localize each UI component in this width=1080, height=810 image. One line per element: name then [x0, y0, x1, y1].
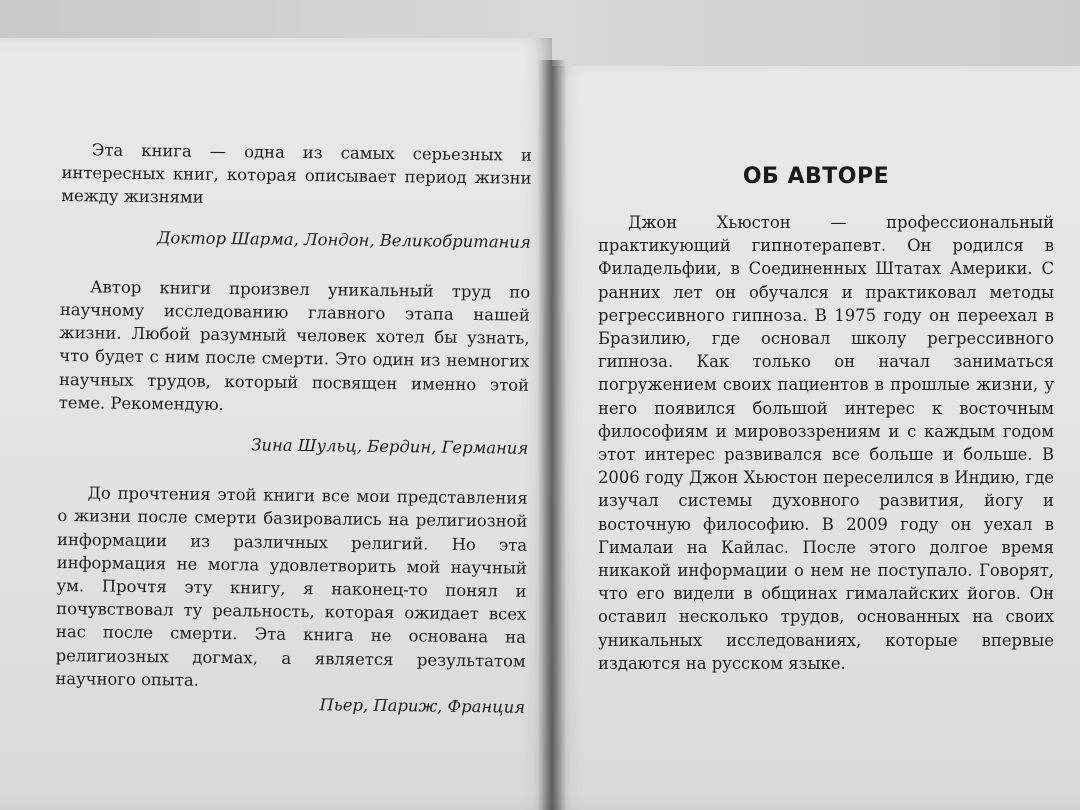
- page-title: ОБ АВТОРЕ: [742, 164, 890, 189]
- review-text-1: Эта книга — одна из самых серьезных и интересных книг, которая описывает период жизни между жизнями: [61, 140, 532, 208]
- reviews-block: [55, 138, 532, 719]
- left-page: [0, 38, 552, 810]
- review-text-3: До прочтения этой книги все мои представления о жизни после смерти базировались на религиозной информации из различных религий. Но эта информация не могла удовлетворить мой научный ум. Прочтя эту книгу, я наконец-то понял и почувствовал ту реальность, которая ожидает всех нас после смерти. Эта книга не основана на религиозных догмах, а является результатом научного опыта.: [55, 483, 528, 690]
- review-text-2: Автор книги произвел уникальный труд по научному исследованию главного этапа нашей жизни. Любой разумный человек хотел бы узнать, что будет с ним после смерти. Это один из немногих научных трудов, который посвящен именно этой теме. Рекомендую.: [58, 277, 531, 414]
- about-author-text: Джон Хьюстон — профессиональный практикующий гипнотерапевт. Он родился в Филадельфии, в Соединенных Штатах Америки. С ранних лет он обучался и практиковал методы регрессивного гипноза. В 1975 году он переехал в Бразилию, где основал школу регрессивного гипноза. Как только он начал заниматься погружением своих пациентов в прошлые жизни, у него появился большой интерес к восточным философиям и мировоззрениям и с каждым годом этот интерес развивался все больше и больше. В 2006 году Джон Хьюстон переселился в Индию, где изучал системы духовного развития, йогу и восточную философию. В 2009 году он уехал в Гималаи на Кайлас. После этого долгое время никакой информации о нем не поступало. Говорят, что его видели в общинах гималайских йогов. Он оставил несколько трудов, основанных на своих уникальных исследованиях, которые впервые издаются на русском языке.: [598, 213, 1054, 673]
- right-page: [552, 66, 1080, 810]
- about-author-block: [598, 211, 1054, 675]
- review-signature-3: Пьер, Париж, Франция: [319, 695, 526, 717]
- book-spine-gutter: [538, 60, 566, 810]
- review-signature-2: Зина Шульц, Бердин, Германия: [251, 435, 529, 458]
- review-signature-1: Доктор Шарма, Лондон, Великобритания: [157, 227, 531, 252]
